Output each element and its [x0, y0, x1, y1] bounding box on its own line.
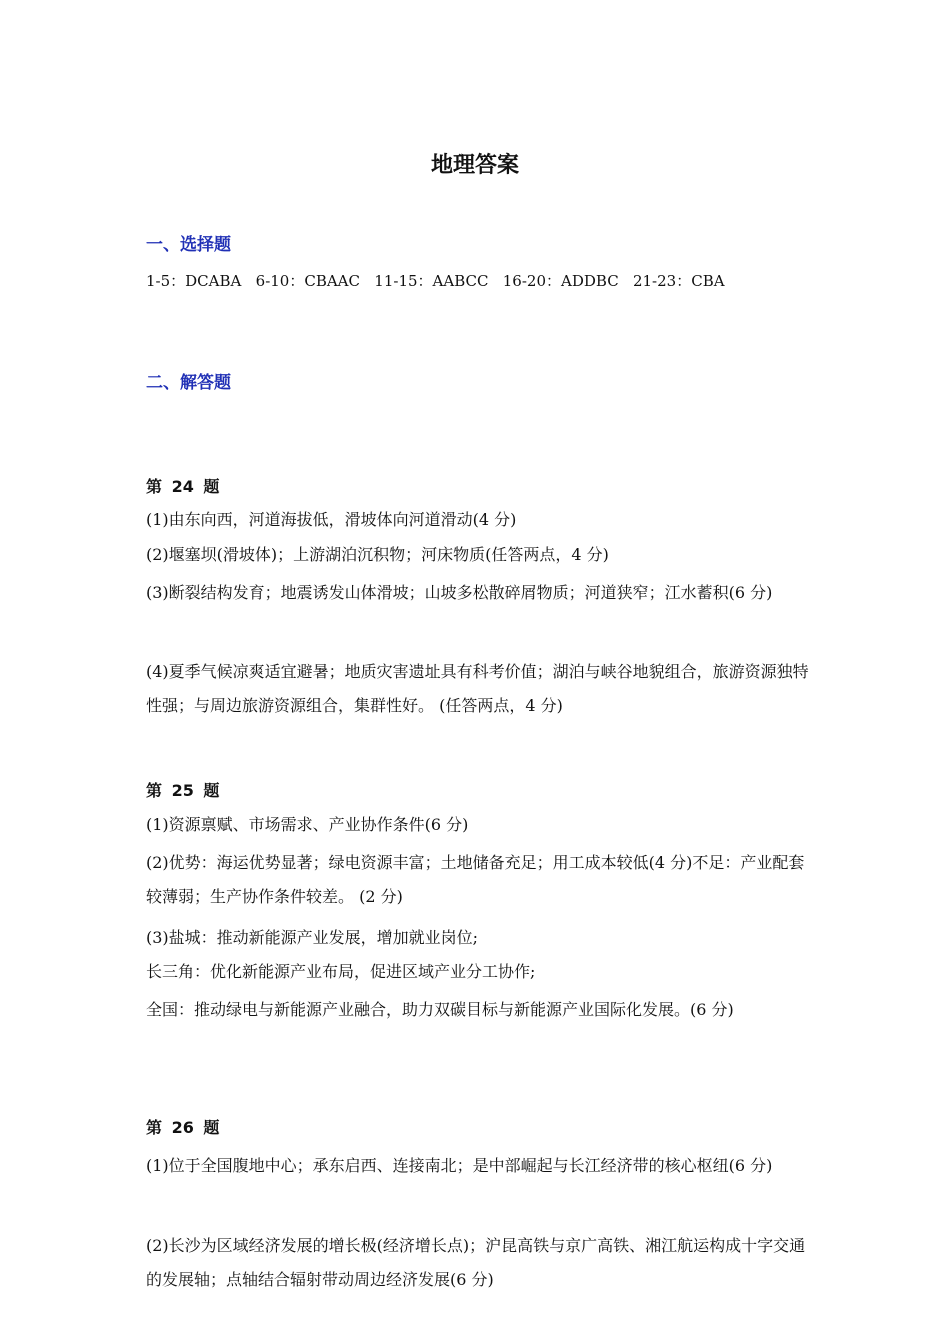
question-26-part-1: (1)位于全国腹地中心；承东启西、连接南北；是中部崛起与长江经济带的核心枢纽(6 分) [146, 1156, 773, 1175]
question-24-part-1: (1)由东向西，河道海拔低，滑坡体向河道滑动(4 分) [146, 510, 517, 529]
question-25-part-2: (2)优势：海运优势显著；绿电资源丰富；土地储备充足；用工成本较低(4 分)不足：产业配套较薄弱；生产协作条件较差。 (2 分) [146, 853, 805, 906]
question-25-part-3-line-3: 全国：推动绿电与新能源产业融合，助力双碳目标与新能源产业国际化发展。(6 分) [146, 1000, 734, 1019]
question-26-part-2: (2)长沙为区域经济发展的增长极(经济增长点)；沪昆高铁与京广高铁、湘江航运构成十字交通的发展轴；点轴结合辐射带动周边经济发展(6 分) [146, 1236, 806, 1289]
question-24-part-3: (3)断裂结构发育；地震诱发山体滑坡；山坡多松散碎屑物质；河道狭窄；江水蓄积(6 分) [146, 583, 773, 602]
question-25-part-3: (3)盐城：推动新能源产业发展，增加就业岗位; [146, 928, 479, 947]
question-25-part-1: (1)资源禀赋、市场需求、产业协作条件(6 分) [146, 815, 469, 834]
question-25-part-3-line-2: 长三角：优化新能源产业布局，促进区域产业分工协作; [146, 962, 536, 981]
question-24-part-2: (2)堰塞坝(滑坡体)；上游湖泊沉积物；河床物质(任答两点，4 分) [146, 545, 609, 564]
question-24-part-4: (4)夏季气候凉爽适宜避暑；地质灾害遗址具有科考价值；湖泊与峡谷地貌组合，旅游资源独特性强；与周边旅游资源组合，集群性好。 (任答两点，4 分) [146, 662, 809, 715]
question-25-heading: 第 25 题 [146, 781, 220, 800]
question-24-heading: 第 24 题 [146, 477, 220, 496]
document-title: 地理答案 [430, 153, 519, 178]
question-26-heading: 第 26 题 [146, 1118, 220, 1137]
section-heading-choice: 一、选择题 [146, 235, 231, 255]
choice-answers: 1-5：DCABA 6-10：CBAAC 11-15：AABCC 16-20：ADDBC 21-23：CBA [146, 272, 725, 290]
section-heading-answer: 二、解答题 [146, 373, 231, 393]
